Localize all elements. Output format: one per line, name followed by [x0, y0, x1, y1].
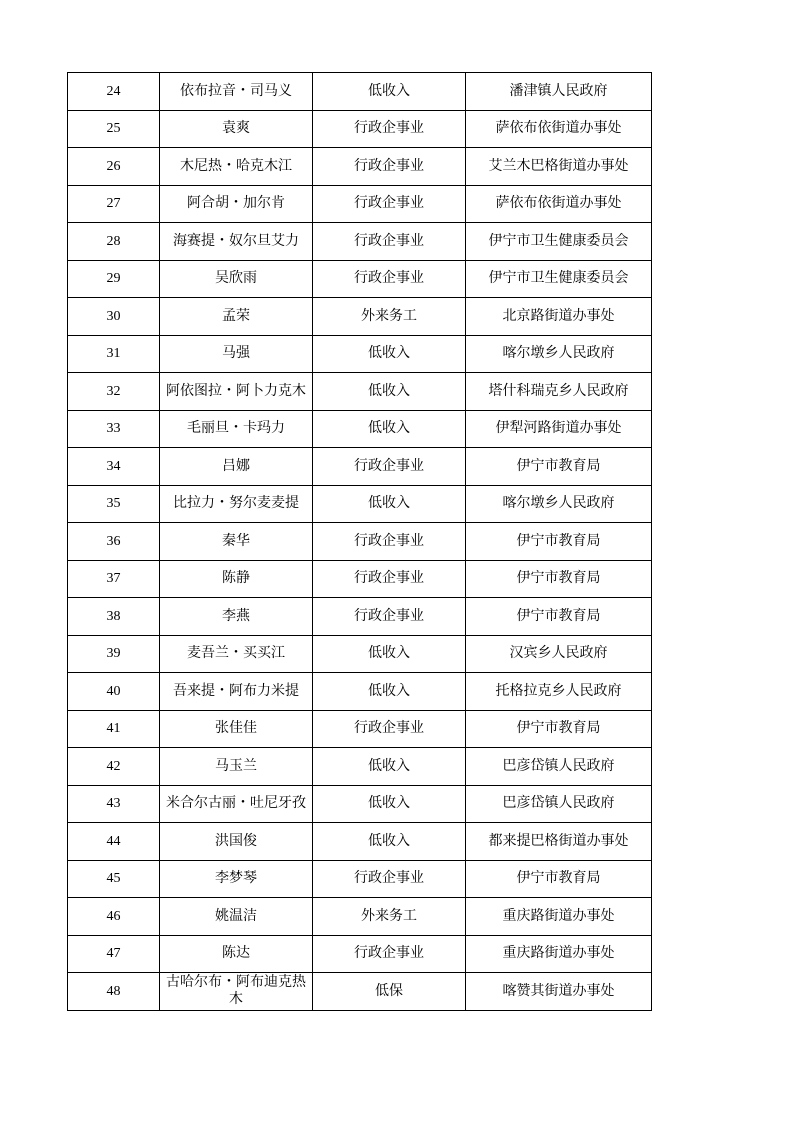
- person-name-cell: 姚温洁: [160, 898, 313, 936]
- unit-cell: 塔什科瑞克乡人民政府: [466, 373, 652, 411]
- row-number-cell: 46: [68, 898, 160, 936]
- person-name-cell: 毛丽旦・卡玛力: [160, 410, 313, 448]
- unit-cell: 重庆路街道办事处: [466, 898, 652, 936]
- unit-cell: 伊宁市教育局: [466, 598, 652, 636]
- category-cell: 外来务工: [313, 898, 466, 936]
- unit-cell: 伊宁市教育局: [466, 448, 652, 486]
- category-cell: 低收入: [313, 335, 466, 373]
- row-number-cell: 24: [68, 73, 160, 111]
- row-number-cell: 47: [68, 935, 160, 973]
- person-name-cell: 吕娜: [160, 448, 313, 486]
- table-row: [68, 935, 652, 973]
- table-row: [68, 485, 652, 523]
- table-row: [68, 410, 652, 448]
- category-cell: 低收入: [313, 635, 466, 673]
- person-name-cell: 李梦琴: [160, 860, 313, 898]
- row-number-cell: 34: [68, 448, 160, 486]
- table-row: [68, 148, 652, 186]
- person-name-cell: 马玉兰: [160, 748, 313, 786]
- unit-cell: 艾兰木巴格街道办事处: [466, 148, 652, 186]
- unit-cell: 萨依布依街道办事处: [466, 110, 652, 148]
- category-cell: 低收入: [313, 485, 466, 523]
- unit-cell: 汉宾乡人民政府: [466, 635, 652, 673]
- row-number-cell: 28: [68, 223, 160, 261]
- unit-cell: 托格拉克乡人民政府: [466, 673, 652, 711]
- person-name-cell: 孟荣: [160, 298, 313, 336]
- person-name-cell: 米合尔古丽・吐尼牙孜: [160, 785, 313, 823]
- table-row: [68, 560, 652, 598]
- row-number-cell: 48: [68, 973, 160, 1011]
- category-cell: 低保: [313, 973, 466, 1011]
- table-row: [68, 335, 652, 373]
- category-cell: 行政企事业: [313, 523, 466, 561]
- row-number-cell: 31: [68, 335, 160, 373]
- person-name-cell: 吴欣雨: [160, 260, 313, 298]
- category-cell: 行政企事业: [313, 598, 466, 636]
- person-name-cell: 秦华: [160, 523, 313, 561]
- table-row: [68, 73, 652, 111]
- unit-cell: 喀尔墩乡人民政府: [466, 335, 652, 373]
- person-name-cell: 张佳佳: [160, 710, 313, 748]
- person-name-cell: 比拉力・努尔麦麦提: [160, 485, 313, 523]
- row-number-cell: 25: [68, 110, 160, 148]
- person-name-cell: 袁爽: [160, 110, 313, 148]
- category-cell: 行政企事业: [313, 560, 466, 598]
- category-cell: 低收入: [313, 823, 466, 861]
- table-row: [68, 785, 652, 823]
- category-cell: 低收入: [313, 785, 466, 823]
- category-cell: 低收入: [313, 673, 466, 711]
- row-number-cell: 38: [68, 598, 160, 636]
- person-name-cell: 马强: [160, 335, 313, 373]
- table-row: [68, 748, 652, 786]
- person-name-cell: 陈静: [160, 560, 313, 598]
- unit-cell: 重庆路街道办事处: [466, 935, 652, 973]
- row-number-cell: 37: [68, 560, 160, 598]
- category-cell: 行政企事业: [313, 185, 466, 223]
- category-cell: 低收入: [313, 373, 466, 411]
- person-name-cell: 洪国俊: [160, 823, 313, 861]
- person-name-cell: 阿合胡・加尔肯: [160, 185, 313, 223]
- table-row: [68, 373, 652, 411]
- table-row: [68, 673, 652, 711]
- table-row: [68, 973, 652, 1011]
- table-row: [68, 598, 652, 636]
- unit-cell: 萨依布依街道办事处: [466, 185, 652, 223]
- person-name-cell: 依布拉音・司马义: [160, 73, 313, 111]
- roster-table: [67, 72, 652, 1011]
- category-cell: 低收入: [313, 410, 466, 448]
- unit-cell: 巴彦岱镇人民政府: [466, 785, 652, 823]
- person-name-cell: 古哈尔布・阿布迪克热木: [160, 973, 313, 1011]
- table-row: [68, 110, 652, 148]
- unit-cell: 北京路街道办事处: [466, 298, 652, 336]
- table-row: [68, 223, 652, 261]
- category-cell: 行政企事业: [313, 710, 466, 748]
- row-number-cell: 29: [68, 260, 160, 298]
- table-row: [68, 860, 652, 898]
- unit-cell: 伊犁河路街道办事处: [466, 410, 652, 448]
- person-name-cell: 吾来提・阿布力米提: [160, 673, 313, 711]
- row-number-cell: 45: [68, 860, 160, 898]
- category-cell: 低收入: [313, 73, 466, 111]
- unit-cell: 喀赞其街道办事处: [466, 973, 652, 1011]
- category-cell: 行政企事业: [313, 935, 466, 973]
- unit-cell: 巴彦岱镇人民政府: [466, 748, 652, 786]
- row-number-cell: 33: [68, 410, 160, 448]
- category-cell: 行政企事业: [313, 260, 466, 298]
- table-row: [68, 185, 652, 223]
- table-row: [68, 448, 652, 486]
- row-number-cell: 30: [68, 298, 160, 336]
- unit-cell: 喀尔墩乡人民政府: [466, 485, 652, 523]
- table-row: [68, 823, 652, 861]
- row-number-cell: 44: [68, 823, 160, 861]
- row-number-cell: 32: [68, 373, 160, 411]
- person-name-cell: 木尼热・哈克木江: [160, 148, 313, 186]
- category-cell: 外来务工: [313, 298, 466, 336]
- table-row: [68, 710, 652, 748]
- person-name-cell: 麦吾兰・买买江: [160, 635, 313, 673]
- row-number-cell: 36: [68, 523, 160, 561]
- unit-cell: 伊宁市教育局: [466, 860, 652, 898]
- row-number-cell: 26: [68, 148, 160, 186]
- row-number-cell: 43: [68, 785, 160, 823]
- unit-cell: 伊宁市教育局: [466, 560, 652, 598]
- unit-cell: 伊宁市卫生健康委员会: [466, 260, 652, 298]
- table-row: [68, 298, 652, 336]
- table-row: [68, 898, 652, 936]
- category-cell: 行政企事业: [313, 223, 466, 261]
- unit-cell: 伊宁市教育局: [466, 523, 652, 561]
- roster-body: [68, 73, 652, 1011]
- row-number-cell: 39: [68, 635, 160, 673]
- category-cell: 行政企事业: [313, 110, 466, 148]
- person-name-cell: 阿依图拉・阿卜力克木: [160, 373, 313, 411]
- unit-cell: 伊宁市教育局: [466, 710, 652, 748]
- table-row: [68, 260, 652, 298]
- row-number-cell: 40: [68, 673, 160, 711]
- person-name-cell: 海赛提・奴尔旦艾力: [160, 223, 313, 261]
- category-cell: 行政企事业: [313, 148, 466, 186]
- person-name-cell: 李燕: [160, 598, 313, 636]
- row-number-cell: 35: [68, 485, 160, 523]
- row-number-cell: 41: [68, 710, 160, 748]
- category-cell: 低收入: [313, 748, 466, 786]
- table-row: [68, 635, 652, 673]
- unit-cell: 伊宁市卫生健康委员会: [466, 223, 652, 261]
- category-cell: 行政企事业: [313, 860, 466, 898]
- unit-cell: 潘津镇人民政府: [466, 73, 652, 111]
- table-row: [68, 523, 652, 561]
- row-number-cell: 27: [68, 185, 160, 223]
- unit-cell: 都来提巴格街道办事处: [466, 823, 652, 861]
- category-cell: 行政企事业: [313, 448, 466, 486]
- person-name-cell: 陈达: [160, 935, 313, 973]
- row-number-cell: 42: [68, 748, 160, 786]
